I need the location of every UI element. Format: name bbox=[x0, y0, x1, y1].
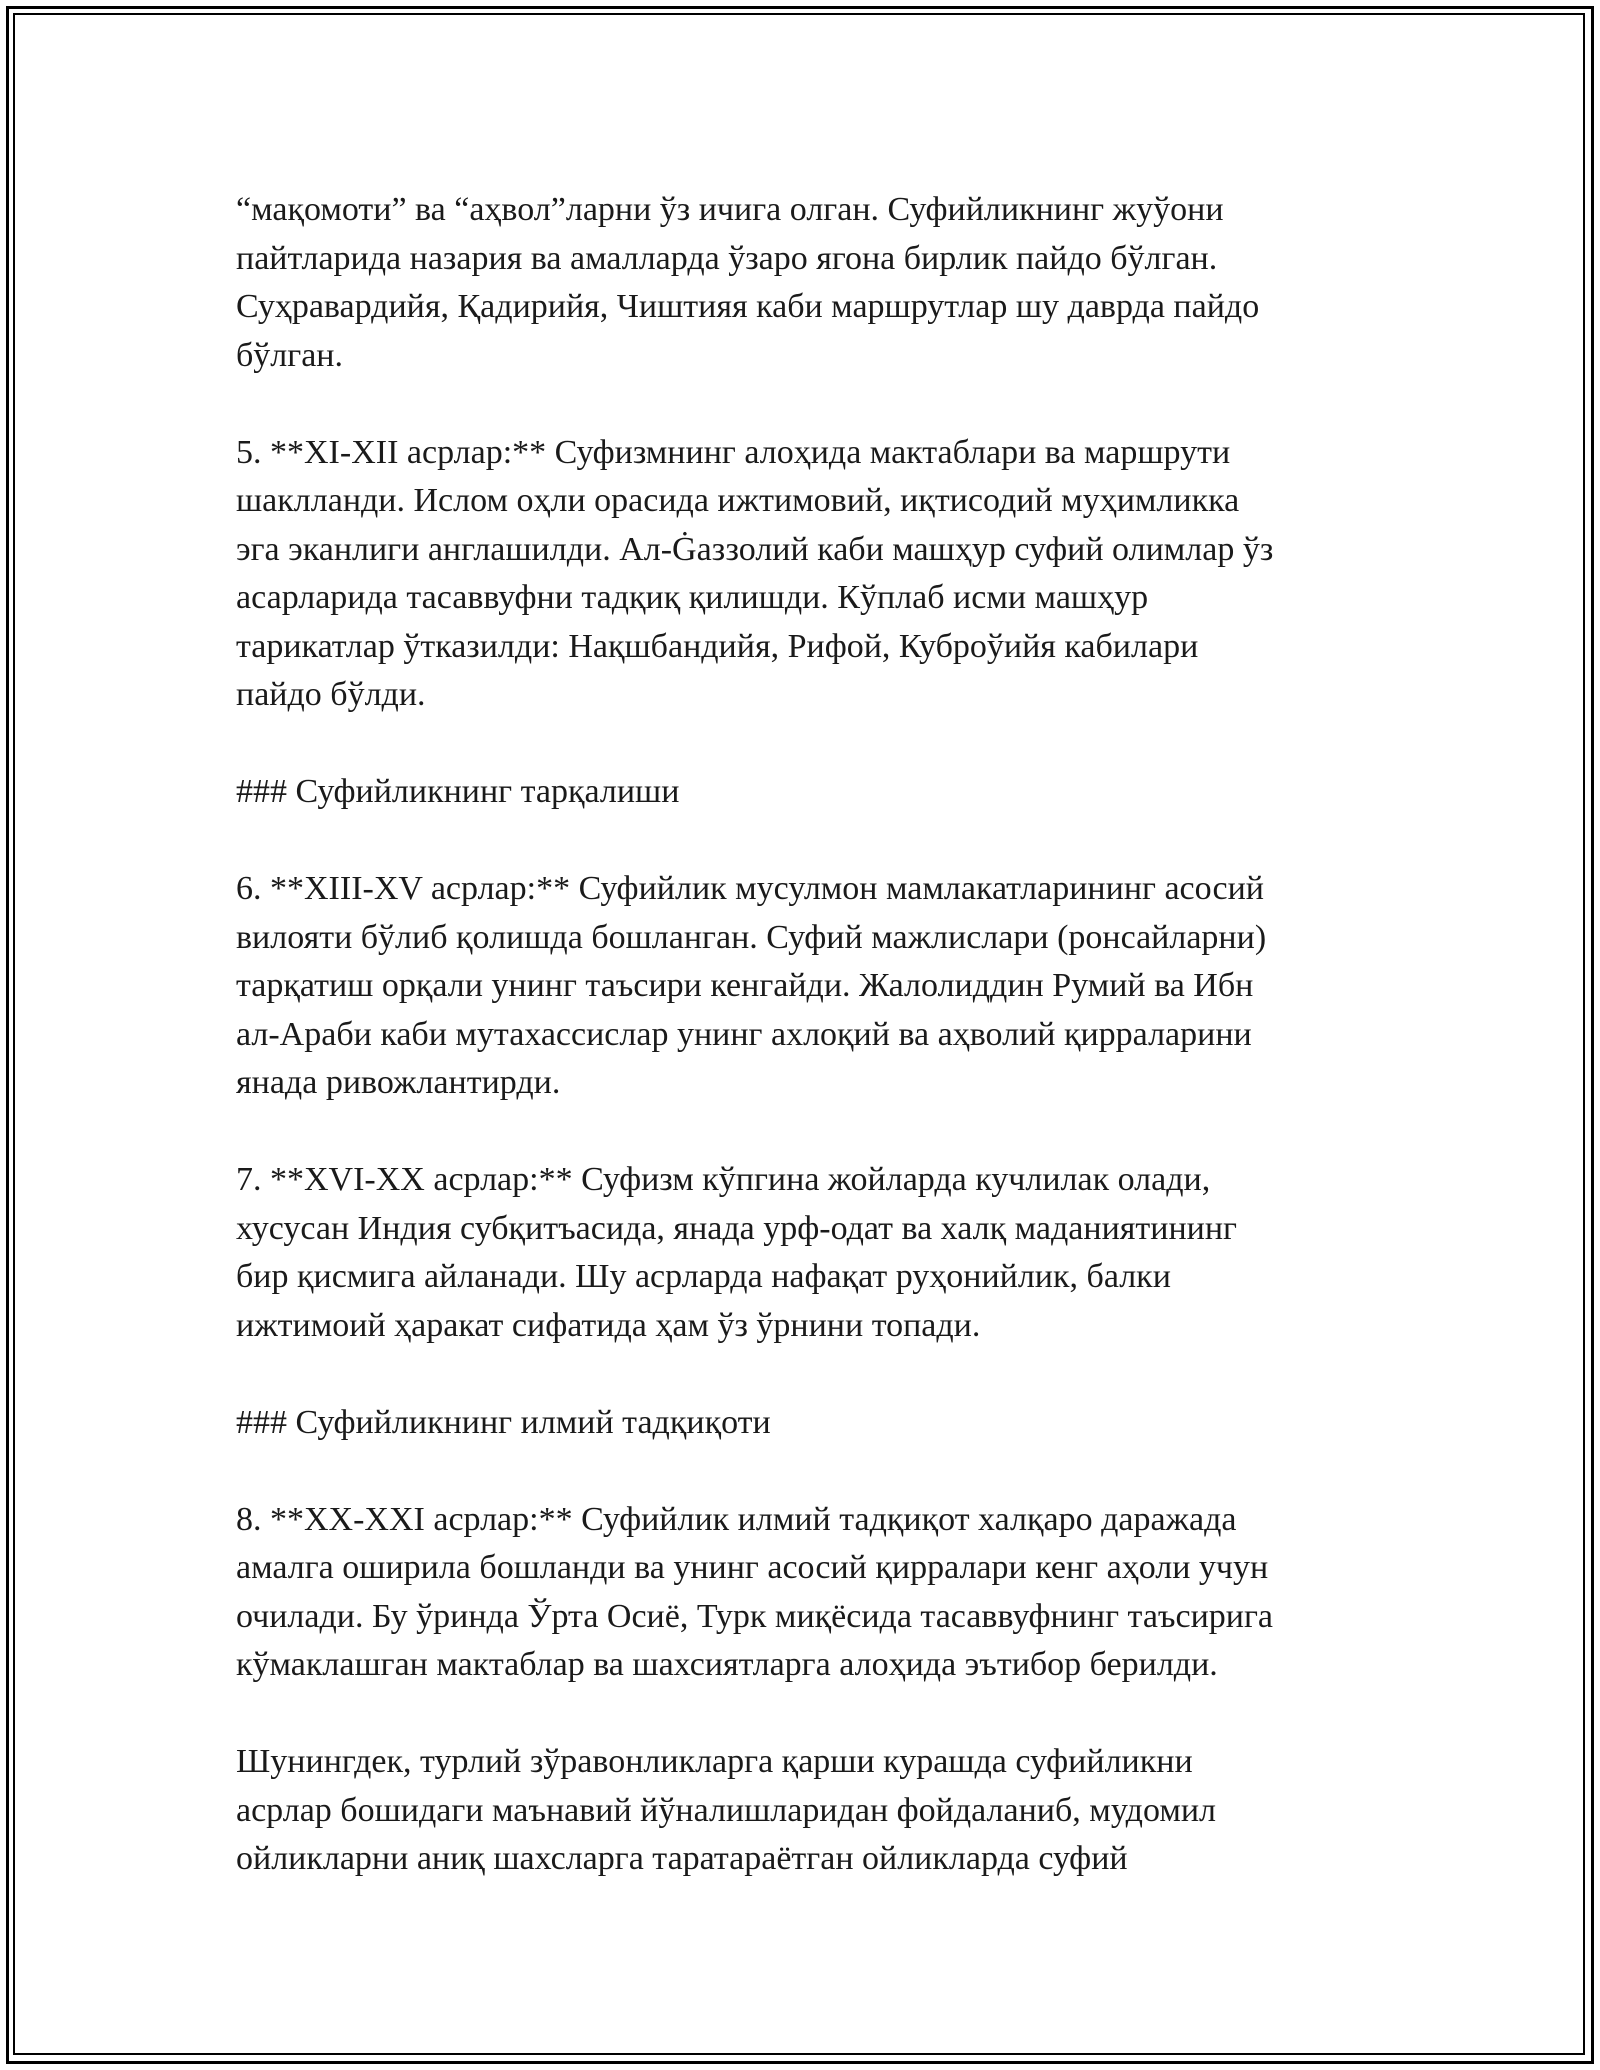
text-line: пайдо бўлди. bbox=[236, 676, 426, 713]
paragraph-item-7 bbox=[236, 1156, 1366, 1350]
text-line: ал-Араби каби мутахассислар унинг ахлоқий ва аҳволий қирраларини bbox=[236, 1015, 1252, 1053]
text-line: шаклланди. Ислом оҳли орасида ижтимовий, иқтисодий муҳимликка bbox=[236, 482, 1240, 519]
text-line: хусусан Индия субқитъасида, янада урф-одат ва халқ маданиятининг bbox=[236, 1209, 1237, 1247]
text-line: Суҳравардийя, Қадирийя, Чиштияя каби маршрутлар шу даврда пайдо bbox=[236, 288, 1260, 325]
text-line: амалга оширила бошланди ва унинг асосий қирралари кенг аҳоли учун bbox=[236, 1549, 1269, 1586]
text-line: асарларида тасаввуфни тадқиқ қилишди. Кўплаб исми машҳур bbox=[236, 579, 1149, 616]
text-line: эга эканлиги англашилди. Ал-Ġаззолий каби машҳур суфий олимлар ўз bbox=[236, 530, 1274, 568]
text-line: 6. **XIII-XV асрлар:** Суфийлик мусулмон мамлакатларининг асосий bbox=[236, 870, 1264, 907]
text-line: 5. **XI-XII асрлар:** Суфизмнинг алоҳида мактаблари ва маршрути bbox=[236, 433, 1231, 471]
paragraph-closing bbox=[236, 1738, 1366, 1884]
text-line: бўлган. bbox=[236, 336, 343, 374]
text-line: очилади. Бу ўринда Ўрта Осиё, Турк миқёсида тасаввуфнинг таъсирига bbox=[236, 1597, 1274, 1635]
text-line: вилояти бўлиб қолишда бошланган. Суфий мажлислари (ронсайларни) bbox=[236, 918, 1267, 956]
text-line: пайтларида назария ва амалларда ўзаро ягона бирлик пайдо бўлган. bbox=[236, 239, 1218, 277]
section-heading: ### Суфийликнинг тарқалиши bbox=[236, 773, 680, 810]
text-line: ижтимоий ҳаракат сифатида ҳам ўз ўрнини топади. bbox=[236, 1306, 981, 1344]
text-line: янада ривожлантирди. bbox=[236, 1064, 561, 1101]
text-line: Шунингдек, турлий зўравонликларга қарши курашда суфийликни bbox=[236, 1743, 1193, 1780]
text-line: бир қисмига айланади. Шу асрларда нафақат руҳонийлик, балки bbox=[236, 1258, 1171, 1295]
section-heading: ### Суфийликнинг илмий тадқиқоти bbox=[236, 1403, 771, 1441]
document-body bbox=[236, 186, 1366, 1884]
text-line: “мақомоти” ва “аҳвол”ларни ўз ичига олган. Суфийликнинг жуўони bbox=[236, 191, 1224, 228]
text-line: 7. **XVI-XX асрлар:** Суфизм кўпгина жойларда кучлилак олади, bbox=[236, 1161, 1211, 1198]
paragraph-item-8 bbox=[236, 1496, 1366, 1690]
text-line: ойликларни аниқ шахсларга таратараётган ойликларда суфий bbox=[236, 1840, 1128, 1877]
text-line: тарқатиш орқали унинг таъсири кенгайди. Жалолиддин Румий ва Ибн bbox=[236, 967, 1254, 1004]
paragraph-item-6 bbox=[236, 865, 1366, 1108]
text-line: асрлар бошидаги маънавий йўналишларидан фойдаланиб, мудомил bbox=[236, 1791, 1217, 1829]
text-line: 8. **XX-XXI асрлар:** Суфийлик илмий тадқиқот халқаро даражада bbox=[236, 1500, 1237, 1538]
section-heading-research bbox=[236, 1399, 1366, 1448]
paragraph-item-5 bbox=[236, 429, 1366, 720]
text-line: кўмаклашган мактаблар ва шахсиятларга алоҳида эътибор берилди. bbox=[236, 1646, 1218, 1683]
text-line: тарикатлар ўтказилди: Нақшбандийя, Рифой, Куброўийя кабилари bbox=[236, 627, 1199, 665]
paragraph-intro bbox=[236, 186, 1366, 380]
section-heading-spread bbox=[236, 768, 1366, 817]
